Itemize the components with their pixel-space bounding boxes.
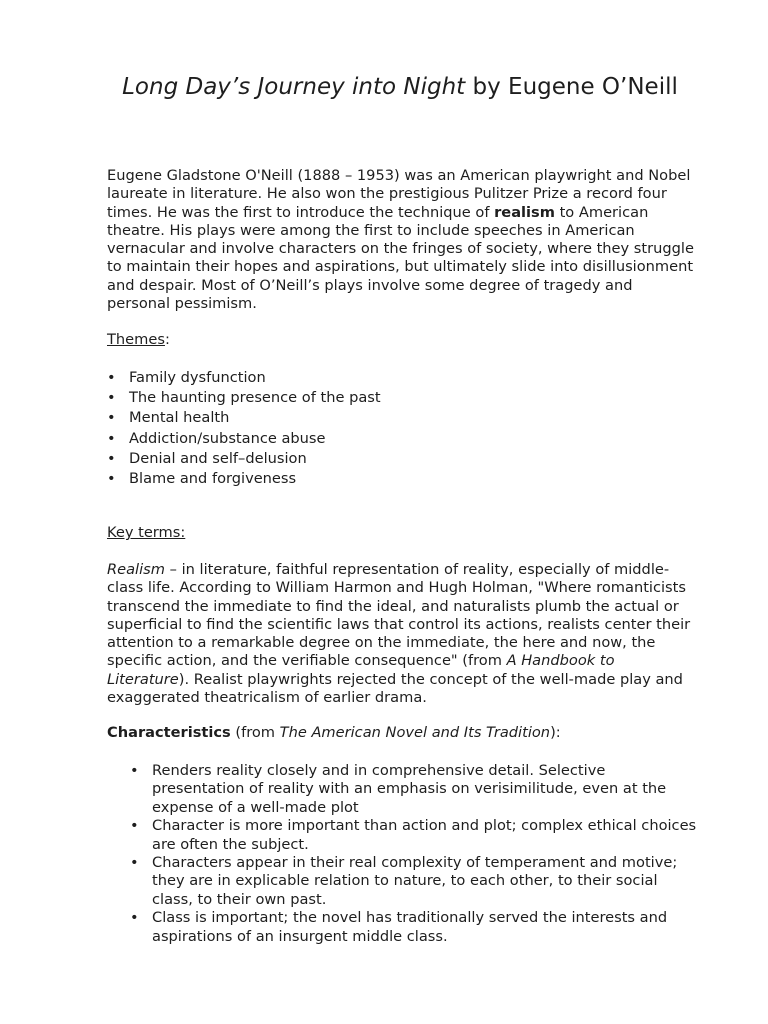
- bullet-icon: •: [130, 762, 139, 779]
- key-terms-heading: [107, 524, 185, 542]
- characteristics-label: Characteristics: [107, 724, 231, 741]
- title-play-name: Long Day’s Journey into Night: [122, 74, 466, 100]
- bullet-icon: •: [130, 854, 139, 872]
- theme-text: Addiction/substance abuse: [129, 429, 326, 447]
- theme-text: Mental health: [129, 409, 230, 427]
- key-terms-heading-label: Key terms:: [107, 524, 186, 541]
- document-title: [120, 72, 680, 103]
- bullet-icon: •: [107, 470, 116, 488]
- realism-text-1: – in literature, faithful representation of reality, especially of middle-class life. According to William Harmon and Hugh Holman, "Where romanticists transcend the immediate to find the ideal, and naturalists plumb the actual or superficial to find the scientific laws that control its actions, realists center their attention to a remarkable degree on the immediate, the here and now, the specific action, and the verifiable consequence" (from: [107, 561, 691, 670]
- themes-list: [107, 368, 381, 489]
- list-item: [107, 429, 381, 449]
- theme-text: Blame and forgiveness: [129, 470, 297, 488]
- bullet-icon: •: [107, 449, 116, 467]
- characteristics-source: The American Novel and Its Tradition: [279, 724, 551, 741]
- theme-text: Family dysfunction: [129, 369, 266, 386]
- list-item: [107, 408, 381, 428]
- bullet-icon: •: [107, 369, 116, 386]
- characteristic-text: Characters appear in their real complexity of temperament and motive; they are in explicable relation to nature, to each other, to their social class, to their own past.: [152, 854, 678, 908]
- list-item: [130, 909, 700, 946]
- themes-heading-label: Themes: [107, 331, 165, 348]
- list-item: [130, 817, 700, 854]
- title-author: by Eugene O’Neill: [465, 74, 678, 100]
- intro-paragraph: [107, 167, 697, 313]
- list-item: [107, 449, 381, 469]
- bullet-icon: •: [130, 817, 139, 835]
- theme-text: The haunting presence of the past: [129, 389, 381, 407]
- bullet-icon: •: [107, 389, 116, 407]
- characteristics-list: [130, 762, 700, 946]
- list-item: [107, 388, 381, 408]
- list-item: [130, 762, 700, 817]
- bullet-icon: •: [107, 429, 116, 447]
- intro-text-1: Eugene Gladstone O'Neill (1888 – 1953) was an American playwright and Nobel laureate in literature. He also won the prestigious Pulitzer Prize a record four times. He was the first to introduce the technique of: [107, 167, 691, 221]
- realism-term: Realism: [107, 561, 165, 578]
- list-item: [107, 469, 381, 489]
- realism-paragraph: [107, 561, 695, 707]
- intro-text-2: to American theatre. His plays were among the first to include speeches in American vernacular and involve characters on the fringes of society, where they struggle to maintain their hopes and aspirations, but ultimately slide into disillusionment and despair. Most of O’Neill’s plays involve some degree of tragedy and personal pessimism.: [107, 203, 694, 313]
- characteristics-from: (from: [230, 724, 280, 741]
- theme-text: Denial and self–delusion: [129, 449, 307, 467]
- realism-book-title: A Handbook to Literature: [107, 652, 615, 688]
- themes-heading: [107, 331, 170, 349]
- intro-bold-term: realism: [494, 203, 555, 221]
- characteristic-text: Character is more important than action and plot; complex ethical choices are often the subject.: [152, 817, 697, 853]
- list-item: [107, 368, 381, 388]
- list-item: [130, 854, 700, 909]
- bullet-icon: •: [130, 909, 139, 927]
- bullet-icon: •: [107, 409, 116, 427]
- characteristics-close: ):: [550, 724, 561, 741]
- realism-text-2: ). Realist playwrights rejected the concept of the well-made play and exaggerated theatricalism of earlier drama.: [107, 670, 683, 707]
- characteristic-text: Renders reality closely and in comprehensive detail. Selective presentation of reality with an emphasis on verisimilitude, even at the expense of a well-made plot: [152, 762, 667, 816]
- themes-heading-colon: :: [164, 331, 170, 348]
- characteristic-text: Class is important; the novel has traditionally served the interests and aspirations of an insurgent middle class.: [152, 909, 668, 945]
- characteristics-heading: [107, 724, 561, 742]
